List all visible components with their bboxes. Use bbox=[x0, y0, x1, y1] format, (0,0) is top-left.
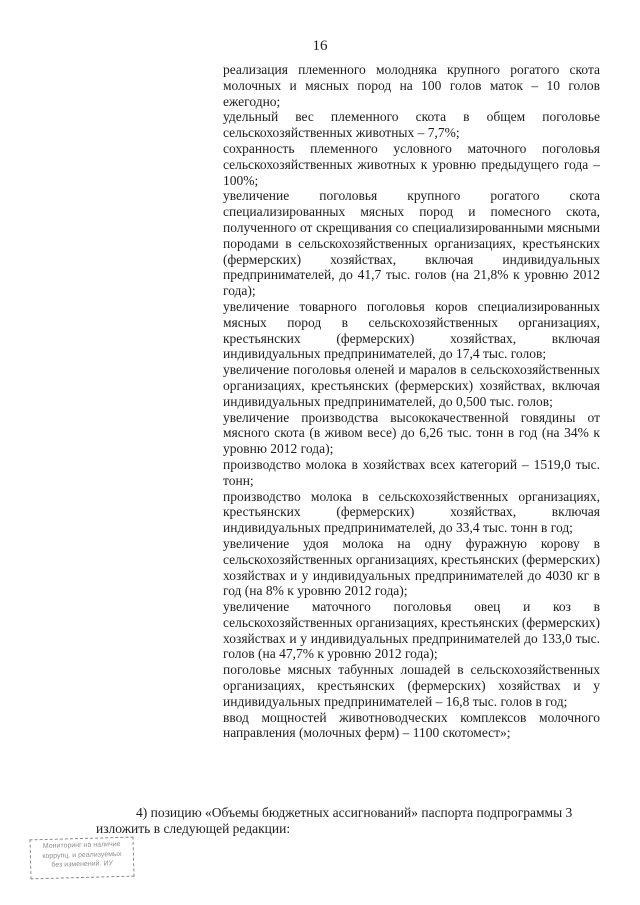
page-number: 16 bbox=[312, 38, 328, 54]
review-stamp bbox=[29, 837, 134, 880]
list-item: поголовье мясных табунных лошадей в сельскохозяйственных организациях, крестьянских (фермерских) хозяйствах и у индивидуальных предпринимателей – 16,8 тыс. голов в год; bbox=[223, 662, 600, 709]
list-column bbox=[223, 62, 600, 741]
list-item: удельный вес племенного скота в общем поголовье сельскохозяйственных животных – 7,7%; bbox=[223, 109, 600, 141]
list-item: увеличение удоя молока на одну фуражную корову в сельскохозяйственных организациях, крестьянских (фермерских) хозяйствах и у индивидуальных предпринимателей до 4030 кг в год (на 8% к уровню 2012 года); bbox=[223, 535, 600, 599]
stamp-line: без изменений. ИУ bbox=[51, 860, 113, 869]
list-item: производство молока в хозяйствах всех категорий – 1519,0 тыс. тонн; bbox=[223, 456, 600, 488]
stamp-line: коррупц. и реализуемых bbox=[42, 850, 122, 860]
list-item: реализация племенного молодняка крупного рогатого скота молочных и мясных пород на 100 голов маток – 10 голов ежегодно; bbox=[223, 62, 600, 109]
list-item: ввод мощностей животноводческих комплексов молочного направления (молочных ферм) – 1100 скотомест»; bbox=[223, 709, 600, 741]
stamp-line: Мониторинг на наличие bbox=[42, 840, 121, 851]
list-item: увеличение товарного поголовья коров специализированных мясных пород в сельскохозяйственных организациях, крестьянских (фермерских) хозяйствах, включая индивидуальных предпринимателей, до 17,4 тыс. голов; bbox=[223, 298, 600, 362]
list-item: производство молока в сельскохозяйственных организациях, крестьянских (фермерских) хозяйствах, включая индивидуальных предпринимателей, до 33,4 тыс. тонн в год; bbox=[223, 488, 600, 536]
amendment-item-4: 4) позицию «Объемы бюджетных ассигнований» паспорта подпрограммы 3 изложить в следующей редакции: bbox=[96, 805, 573, 836]
list-item: увеличение производства высококачественной говядины от мясного скота (в живом весе) до 6,26 тыс. тонн в год (на 34% к уровню 2012 года); bbox=[223, 409, 600, 457]
list-item: увеличение маточного поголовья овец и коз в сельскохозяйственных организациях, крестьянских (фермерских) хозяйствах и у индивидуальных предпринимателей до 133,0 тыс. голов (на 47,7% к уровню 2012 года); bbox=[223, 599, 600, 662]
list-item: сохранность племенного условного маточного поголовья сельскохозяйственных животных к уровню предыдущего года – 100%; bbox=[223, 140, 600, 188]
list-item: увеличение поголовья оленей и маралов в сельскохозяйственных организациях, крестьянских (фермерских) хозяйствах, включая индивидуальных предпринимателей, до 0,500 тыс. голов; bbox=[223, 362, 600, 409]
list-item: увеличение поголовья крупного рогатого скота специализированных мясных пород и помесного скота, полученного от скрещивания со специализированными мясными породами в сельскохозяйственных организациях, крестьянских (фермерских) хозяйствах, включая индивидуальных предпринимателей, до 41,7 тыс. голов (на 21,8% к уровню 2012 года); bbox=[223, 188, 600, 299]
